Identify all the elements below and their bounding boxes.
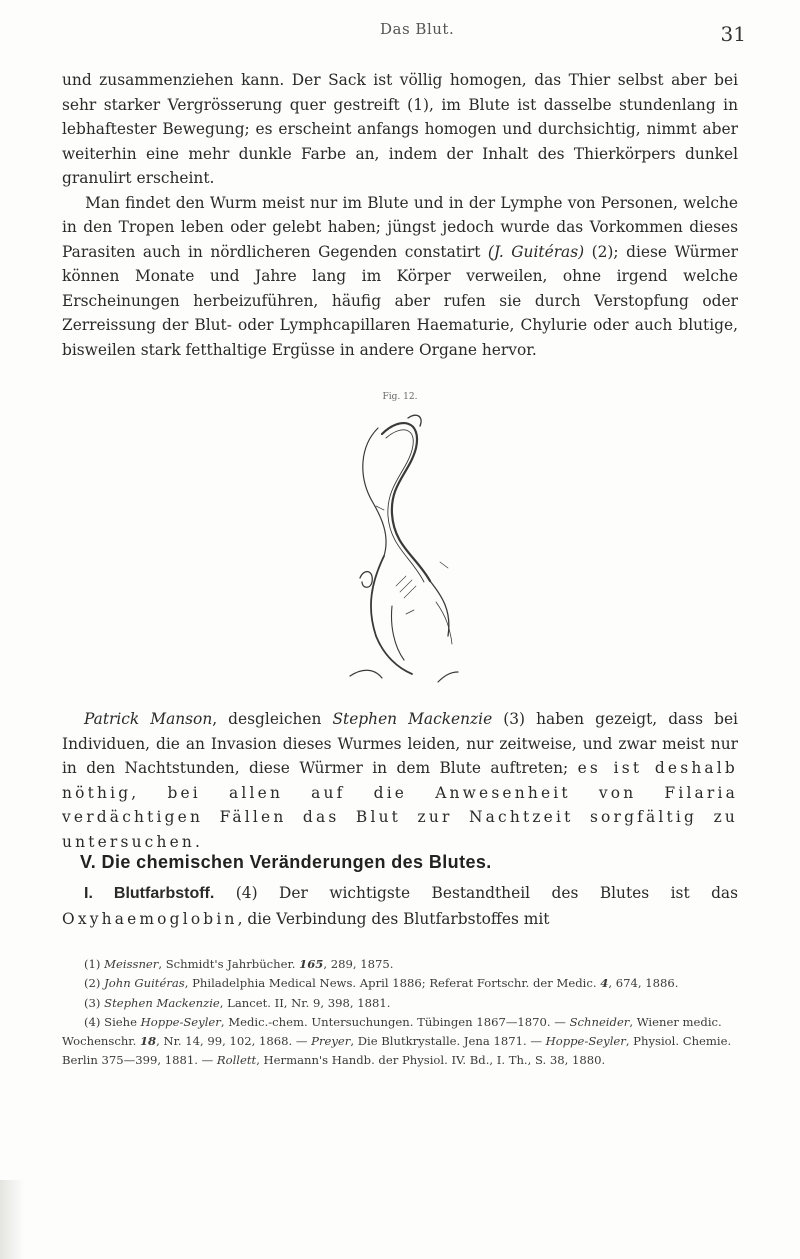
- footnote-text-end: , 674, 1886.: [608, 976, 679, 991]
- footnote-text-g: , Hermann's Handb. der Physiol. IV. Bd., I. Th., S. 38, 1880.: [256, 1053, 606, 1068]
- paragraph-1b: [62, 194, 738, 359]
- page-binding-shadow: [0, 1180, 24, 1259]
- figure-caption: Fig. 12.: [382, 392, 418, 402]
- footnote-number: (4): [84, 1014, 101, 1029]
- footnote-text-d: , Nr. 14, 99, 102, 1868. —: [156, 1034, 312, 1049]
- footnote-author-5: Rollett: [216, 1053, 257, 1068]
- worm-tail-right-b: [436, 602, 452, 644]
- paragraph-filaria-description: [62, 68, 738, 362]
- author-mackenzie: Stephen Mackenzie: [332, 710, 493, 728]
- paragraph-nocturnal-periodicity: [62, 707, 738, 854]
- subsection-title: I. Blutfarbstoff.: [84, 885, 215, 902]
- footnote-text-e: , Die Blutkrystalle. Jena 1871. —: [350, 1034, 546, 1049]
- footnote-number: (1): [84, 957, 101, 971]
- running-head: [0, 20, 800, 50]
- footnote-author: Hoppe-Seyler: [140, 1014, 221, 1029]
- footnote-author: Stephen Mackenzie: [104, 995, 220, 1010]
- footnote-number: (3): [84, 995, 101, 1010]
- section-heading: V. Die chemischen Veränderungen des Blutes.: [80, 852, 492, 872]
- footnote-volume: 165: [299, 957, 324, 971]
- figure-12: [320, 392, 480, 702]
- paragraph-1b-text: Man findet den Wurm meist nur im Blute und in der Lymphe von Personen, welche in den Tropen leben oder gelebt haben; jüngst jedoch wurde das Vorkommen dieses Parasiten auch in nördlicheren Gegenden constatirt: [62, 193, 738, 261]
- paragraph-1a: und zusammenziehen kann. Der Sack ist völlig homogen, das Thier selbst aber bei sehr starker Vergrösserung quer gestreift (1), im Blute ist dasselbe stundenlang in lebhaftester Bewegung; es erscheint anfangs homogen und durchsichtig, nimmt aber weiterhin eine mehr dunkle Farbe an, indem der Inhalt des Thierkörpers dunkel granulirt erscheint.: [62, 71, 738, 187]
- author-manson: Patrick Manson: [84, 710, 213, 728]
- footnote-author: John Guitéras: [104, 976, 185, 991]
- footnote-lead: Siehe: [104, 1014, 141, 1029]
- paragraph-1b-text-cont: (2); diese Würmer können Monate und Jahre lang im Körper verweilen, ohne irgend welche Erscheinungen herbeizuführen, häufig aber rufen sie durch Verstopfung oder Zerreissung der Blut- oder Lymphcapillaren Haematurie, Chylurie oder auch blutige, bisweilen stark fetthaltige Ergüsse in andere Organe hervor.: [62, 242, 739, 359]
- footnote-1: [62, 955, 738, 974]
- footnote-author-2: Schneider: [569, 1014, 630, 1029]
- running-head-title: Das Blut.: [380, 20, 455, 38]
- footnote-text: , Lancet. II, Nr. 9, 398, 1881.: [219, 995, 391, 1010]
- worm-loop-lower-b: [392, 606, 405, 660]
- footnote-number: (2): [84, 976, 101, 991]
- footnote-4: [62, 1013, 738, 1071]
- subsection-text-a: (4) Der wichtigste Bestandtheil des Blutes ist das: [214, 884, 739, 902]
- footnote-volume: 18: [139, 1034, 157, 1049]
- emphasized-recommendation: es ist deshalb nöthig, bei allen auf die Anwesenheit von Filaria verdächtigen Fällen das Blut zur Nachtzeit sorgfältig zu untersuchen.: [62, 759, 738, 851]
- page-number: 31: [720, 22, 746, 46]
- footnote-author: Meissner: [104, 957, 159, 971]
- paragraph-2a: , desgleichen: [212, 710, 333, 728]
- worm-hatch: [396, 576, 416, 598]
- filaria-worm-illustration: [320, 406, 480, 696]
- footnote-text: , Philadelphia Medical News. April 1886; Referat Fortschr. der Medic.: [184, 976, 601, 991]
- worm-small-curl: [360, 572, 372, 588]
- footnote-text-f: , Physiol. Chemie. Berlin 375—399, 1881. —: [62, 1034, 732, 1068]
- worm-stripe-3: [440, 562, 448, 568]
- paragraph-2b: (3) haben gezeigt, dass bei Individuen, die an Invasion dieses Wurmes leiden, nur zeitweise, und zwar meist nur in den Nachtstunden, diese Würmer in dem Blute auftreten;: [62, 710, 738, 777]
- footnote-author-4: Hoppe-Seyler: [545, 1034, 626, 1049]
- footnote-author-3: Preyer: [311, 1034, 351, 1049]
- footnote-text: , Medic.-chem. Untersuchungen. Tübingen 1867—1870. —: [220, 1014, 570, 1029]
- subsection-blutfarbstoff: [62, 881, 738, 931]
- worm-sheath-outline: [363, 428, 386, 556]
- footnote-volume: 4: [600, 976, 609, 991]
- author-guiteras: (J. Guitéras): [487, 242, 585, 261]
- worm-stripe-2: [406, 610, 414, 614]
- footnote-text-end: , 289, 1875.: [323, 957, 394, 971]
- oxyhaemoglobin-term: Oxyhaemoglobin: [62, 909, 238, 928]
- footnote-text: , Schmidt's Jahrbücher.: [158, 957, 300, 971]
- footnote-2: [62, 974, 738, 993]
- worm-body-loop: [382, 423, 430, 581]
- footnote-3: [62, 994, 738, 1013]
- worm-tail-right: [430, 581, 449, 636]
- subsection-text-b: , die Verbindung des Blutfarbstoffes mit: [237, 909, 550, 928]
- footnotes: [62, 955, 738, 1071]
- footnote-text-c: , Wiener medic. Wochenschr.: [62, 1014, 722, 1049]
- worm-end-left: [350, 670, 382, 678]
- worm-end-right: [438, 672, 458, 682]
